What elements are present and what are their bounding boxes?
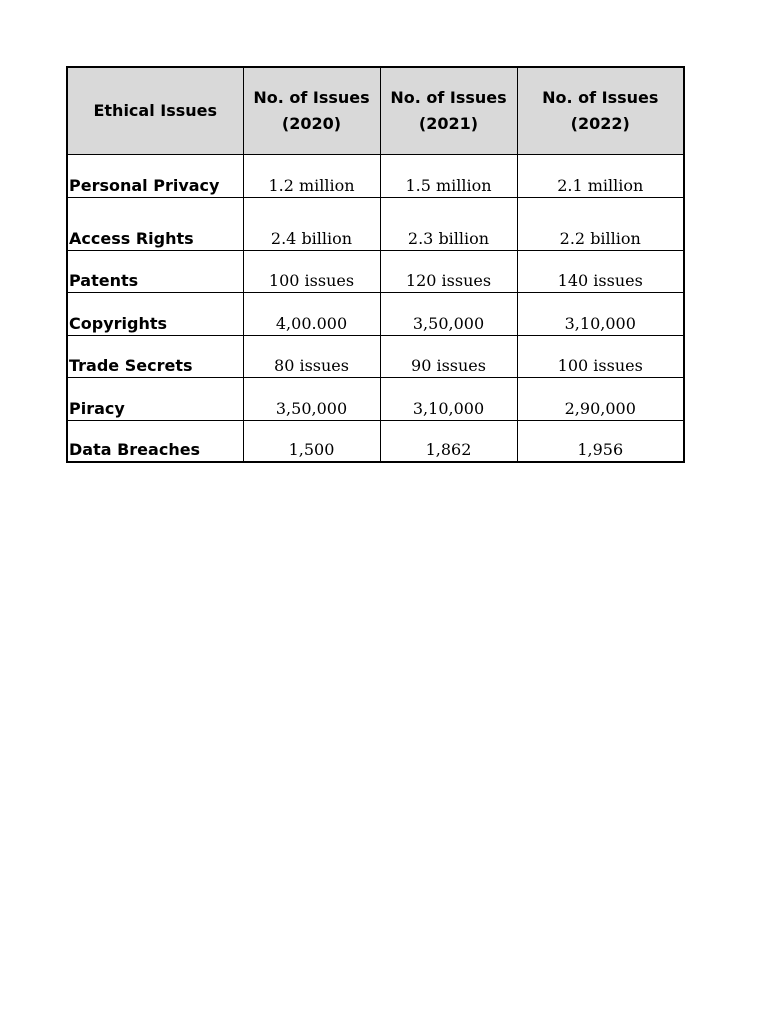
- table-cell: 1,862: [380, 421, 517, 462]
- table-row: [67, 336, 684, 378]
- table-cell: 1.2 million: [243, 155, 380, 198]
- header-row: [67, 67, 684, 155]
- row-label: Patents: [67, 251, 243, 293]
- table-cell: 4,00.000: [243, 293, 380, 336]
- header-label: Ethical Issues: [93, 101, 218, 120]
- header-year: (2020): [281, 114, 342, 133]
- row-label: Piracy: [67, 378, 243, 421]
- row-label: Access Rights: [67, 198, 243, 251]
- table-body: [67, 155, 684, 462]
- ethical-issues-table: [66, 66, 685, 463]
- table-cell: 3,50,000: [243, 378, 380, 421]
- table-row: [67, 155, 684, 198]
- table-cell: 80 issues: [243, 336, 380, 378]
- header-issues-2020: [243, 67, 380, 155]
- table-cell: 2,90,000: [517, 378, 684, 421]
- header-ethical-issues: [67, 67, 243, 155]
- table-header: [67, 67, 684, 155]
- table-cell: 120 issues: [380, 251, 517, 293]
- header-label: No. of Issues: [542, 88, 659, 107]
- table-cell: 3,10,000: [380, 378, 517, 421]
- header-year: (2021): [418, 114, 479, 133]
- table-row: [67, 198, 684, 251]
- table-cell: 2.4 billion: [243, 198, 380, 251]
- table-cell: 2.1 million: [517, 155, 684, 198]
- table-cell: 100 issues: [243, 251, 380, 293]
- table-cell: 3,10,000: [517, 293, 684, 336]
- table-cell: 140 issues: [517, 251, 684, 293]
- table-row: [67, 378, 684, 421]
- table-cell: 1,956: [517, 421, 684, 462]
- header-issues-2021: [380, 67, 517, 155]
- table-row: [67, 293, 684, 336]
- row-label: Trade Secrets: [67, 336, 243, 378]
- table-cell: 2.3 billion: [380, 198, 517, 251]
- table-cell: 3,50,000: [380, 293, 517, 336]
- row-label: Personal Privacy: [67, 155, 243, 198]
- header-year: (2022): [570, 114, 630, 133]
- table-cell: 1,500: [243, 421, 380, 462]
- header-label: No. of Issues: [253, 88, 370, 107]
- header-label: No. of Issues: [390, 88, 507, 107]
- table-cell: 100 issues: [517, 336, 684, 378]
- table-cell: 90 issues: [380, 336, 517, 378]
- table-cell: 1.5 million: [380, 155, 517, 198]
- table-row: [67, 251, 684, 293]
- header-issues-2022: [517, 67, 684, 155]
- table-row: [67, 421, 684, 462]
- row-label: Data Breaches: [67, 421, 243, 462]
- table-cell: 2.2 billion: [517, 198, 684, 251]
- row-label: Copyrights: [67, 293, 243, 336]
